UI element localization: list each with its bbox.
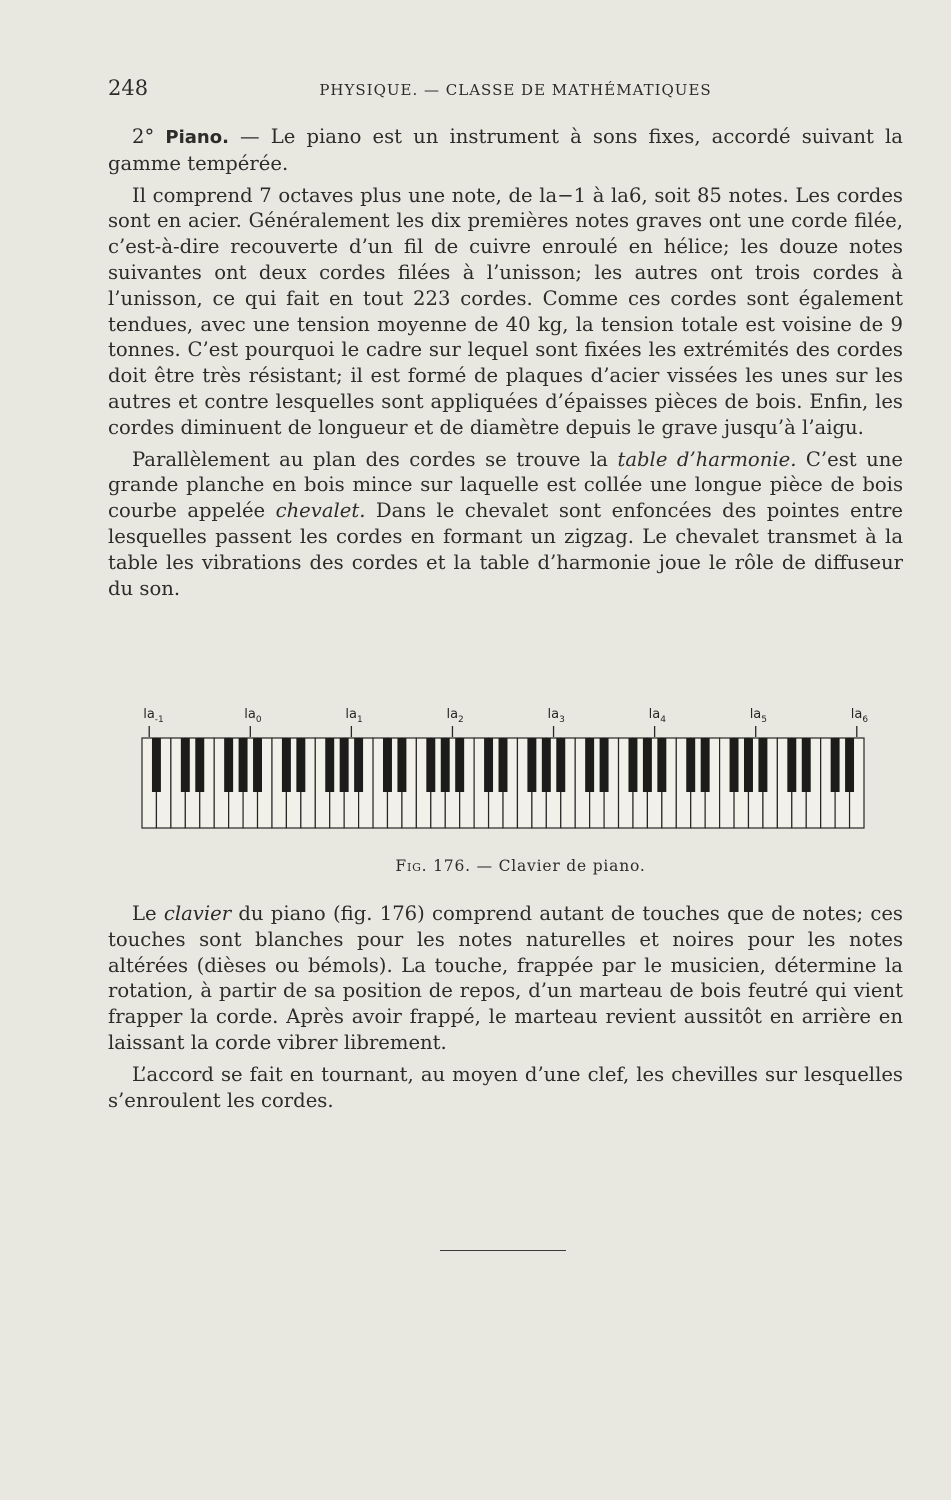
black-key [845, 738, 854, 792]
black-key [585, 738, 594, 792]
paragraph-intro-text: — Le piano est un instrument à sons fixes, accordé suivant la gamme tempérée. [108, 125, 903, 175]
black-key [152, 738, 161, 792]
black-key [426, 738, 435, 792]
black-key [354, 738, 363, 792]
figure-number: Fig. 176. [395, 857, 471, 875]
black-key [397, 738, 406, 792]
note-label: $la_2$ [446, 707, 464, 725]
black-key [686, 738, 695, 792]
note-label: $la_{-1}$ [143, 707, 164, 725]
black-key [484, 738, 493, 792]
paragraph-tuning: L’accord se fait en tournant, au moyen d’une clef, les chevilles sur lesquelles s’enroulent les cordes. [108, 1062, 903, 1112]
term-chevalet: chevalet. [275, 499, 366, 523]
keyboard-drawing [128, 700, 868, 840]
note-label: $la_0$ [244, 707, 262, 725]
black-key [455, 738, 464, 792]
figure-caption [108, 857, 903, 875]
black-key [181, 738, 190, 792]
paragraph-intro [108, 124, 903, 177]
section-number: 2° [132, 125, 155, 148]
black-key [744, 738, 753, 792]
black-key [542, 738, 551, 792]
section-piano [108, 124, 903, 601]
section-keyboard [108, 901, 903, 1113]
note-label: $la_4$ [648, 707, 666, 725]
black-key [527, 738, 536, 792]
black-key [441, 738, 450, 792]
figure-caption-text: — Clavier de piano. [470, 857, 646, 875]
black-key [831, 738, 840, 792]
page-number: 248 [108, 76, 149, 100]
black-key [802, 738, 811, 792]
black-key [730, 738, 739, 792]
black-key [383, 738, 392, 792]
note-label: $la_5$ [749, 707, 768, 725]
black-key [758, 738, 767, 792]
page-header [108, 76, 903, 106]
black-key [787, 738, 796, 792]
section-heading: Piano. [165, 127, 229, 148]
black-key [701, 738, 710, 792]
piano-keyboard-figure [128, 700, 868, 840]
note-label: $la_6$ [850, 707, 868, 725]
end-rule [440, 1250, 566, 1251]
black-key [253, 738, 262, 792]
black-key [643, 738, 652, 792]
running-title: PHYSIQUE. — CLASSE DE MATHÉMATIQUES [319, 81, 712, 99]
black-key [224, 738, 233, 792]
note-label: $la_1$ [345, 707, 363, 725]
note-label: $la_3$ [547, 707, 565, 725]
black-key [600, 738, 609, 792]
black-key [340, 738, 349, 792]
black-key [556, 738, 565, 792]
black-key [239, 738, 248, 792]
paragraph-strings: Il comprend 7 octaves plus une note, de la−1 à la6, soit 85 notes. Les cordes sont en acier. Généralement les dix premières notes graves ont une corde filée, c’est-à-dire recouverte d’un fil de cuivre enroulé en hélice; les douze notes suivantes ont deux cordes filées à l’unisson; les autres ont trois cordes à l’unisson, ce qui fait en tout 223 cordes. Comme ces cordes sont également tendues, avec une tension moyenne de 40 kg, la tension totale est voisine de 9 tonnes. C’est pourquoi le cadre sur lequel sont fixées les extrémités des cordes doit être très résistant; il est formé de plaques d’acier vissées les unes sur les autres et contre lesquelles sont appliquées d’épaisses pièces de bois. Enfin, les cordes diminuent de longueur et de diamètre depuis le grave jusqu’à l’aigu. [108, 183, 903, 439]
term-table-harmonie: table d’harmonie. [617, 447, 797, 471]
black-key [628, 738, 637, 792]
term-clavier: clavier [163, 902, 232, 925]
black-key [499, 738, 508, 792]
black-key [282, 738, 291, 792]
black-key [296, 738, 305, 792]
paragraph-soundboard: Parallèlement au plan des cordes se trouve la table d’harmonie. C’est une grande planche en bois mince sur laquelle est collée une longue pièce de bois courbe appelée chevalet. Dans le chevalet sont enfoncées des pointes entre lesquelles passent les cordes en formant un zigzag. Le chevalet transmet à la table les vibrations des cordes et la table d’harmonie joue le rôle de diffuseur du son. [108, 447, 904, 600]
paragraph-keyboard: Le clavier du piano (fig. 176) comprend autant de touches que de notes; ces touches sont blanches pour les notes naturelles et noires pour les notes altérées (dièses ou bémols). La touche, frappée par le musicien, détermine la rotation, à partir de sa position de repos, d’un marteau de bois feutré qui vient frapper la corde. Après avoir frappé, le marteau revient aussitôt en arrière en laissant la corde vibrer librement. [108, 902, 903, 1054]
black-key [325, 738, 334, 792]
black-key [657, 738, 666, 792]
black-key [195, 738, 204, 792]
